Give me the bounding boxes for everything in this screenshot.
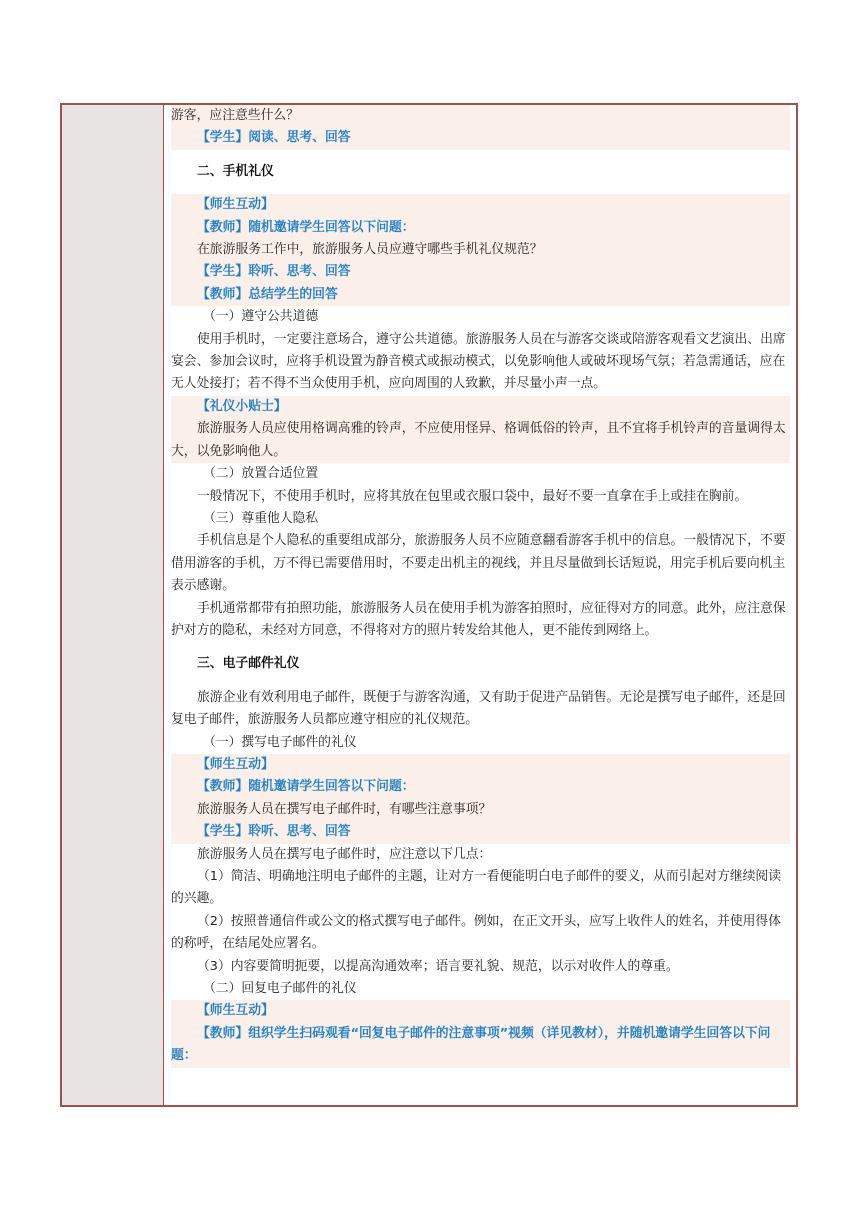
- content-line: （二）放置合适位置: [203, 466, 319, 482]
- content-line: 一般情况下，不使用手机时，应将其放在包里或衣服口袋中，最好不要一直拿在手上或挂在胸前。: [197, 488, 748, 504]
- content-line: （一）遵守公共道德: [203, 309, 319, 325]
- content-line: 复电子邮件，旅游服务人员都应遵守相应的礼仪规范。: [171, 712, 479, 728]
- content-line: 使用手机时，一定要注意场合，遵守公共道德。旅游服务人员在与游客交谈或陪游客观看文艺演出、出席: [197, 331, 786, 347]
- content-line: 旅游企业有效利用电子邮件，既便于与游客沟通，又有助于促进产品销售。无论是撰写电子邮件，还是回: [197, 689, 786, 705]
- lesson-table: [60, 103, 798, 1107]
- content-line: 【教师】随机邀请学生回答以下问题：: [171, 776, 790, 798]
- content-line: 旅游服务人员应使用格调高雅的铃声，不应使用怪异、格调低俗的铃声，且不宜将手机铃声的音量调得太: [171, 418, 790, 440]
- content-line: 借用游客的手机，万不得已需要借用时，不要走出机主的视线，并且尽量做到长话短说，用完手机后要向机主: [171, 555, 786, 571]
- content-line: 题：: [171, 1045, 790, 1067]
- content-line: 【师生互动】: [171, 194, 790, 216]
- content-line: （3）内容要简明扼要，以提高沟通效率；语言要礼貌、规范，以示对收件人的尊重。: [197, 958, 679, 974]
- spacer: [171, 183, 790, 194]
- content-line: 游客，应注意些什么？: [171, 105, 790, 127]
- spacer: [171, 150, 790, 161]
- content-line: 宴会、参加会议时，应将手机设置为静音模式或振动模式，以免影响他人或破坏现场气氛；若急需通话，应在: [171, 354, 786, 370]
- content-line: （二）回复电子邮件的礼仪: [203, 981, 357, 997]
- content-line: 【教师】随机邀请学生回答以下问题：: [171, 217, 790, 239]
- content-line: 【学生】聆听、思考、回答: [171, 261, 790, 283]
- content-line: 无人处接打；若不得不当众使用手机，应向周围的人致歉，并尽量小声一点。: [171, 376, 607, 392]
- content-line: 表示感谢。: [171, 578, 235, 594]
- content-line: 【师生互动】: [171, 1000, 790, 1022]
- content-line: 旅游服务人员在撰写电子邮件时，有哪些注意事项？: [171, 799, 790, 821]
- content-line: 【礼仪小贴士】: [171, 396, 790, 418]
- content-line: 手机信息是个人隐私的重要组成部分，旅游服务人员不应随意翻看游客手机中的信息。一般情况下，不要: [197, 533, 786, 549]
- content-line: （一）撰写电子邮件的礼仪: [203, 734, 357, 750]
- content-line: 的兴趣。: [171, 891, 223, 907]
- content-line: 大，以免影响他人。: [171, 441, 790, 463]
- content-line: 的称呼，在结尾处应署名。: [171, 936, 325, 952]
- content-line: 护对方的隐私，未经对方同意，不得将对方的照片转发给其他人，更不能传到网络上。: [171, 622, 658, 638]
- content-line: 旅游服务人员在撰写电子邮件时，应注意以下几点：: [197, 846, 492, 862]
- lesson-content: [164, 105, 796, 1105]
- left-label-column: [62, 105, 164, 1105]
- content-line: 【学生】阅读、思考、回答: [171, 127, 790, 149]
- spacer: [171, 642, 790, 653]
- content-line: 在旅游服务工作中，旅游服务人员应遵守哪些手机礼仪规范？: [171, 239, 790, 261]
- content-line: （1）简洁、明确地注明电子邮件的主题，让对方一看便能明白电子邮件的要义，从而引起对方继续阅读: [197, 869, 782, 884]
- content-line: 手机通常都带有拍照功能，旅游服务人员在使用手机为游客拍照时，应征得对方的同意。此外，应注意保: [197, 600, 786, 616]
- content-line: 三、电子邮件礼仪: [197, 656, 300, 672]
- content-line: 【师生互动】: [171, 754, 790, 776]
- content-line: 【教师】组织学生扫码观看“回复电子邮件的注意事项”视频（详见教材），并随机邀请学生回答以下问: [171, 1023, 790, 1045]
- content-line: 【教师】总结学生的回答: [171, 284, 790, 306]
- content-line: 二、手机礼仪: [197, 163, 274, 179]
- content-line: （三）尊重他人隐私: [203, 510, 319, 526]
- content-line: 【学生】聆听、思考、回答: [171, 821, 790, 843]
- content-line: （2）按照普通信件或公文的格式撰写电子邮件。例如，在正文开头，应写上收件人的姓名，并使用得体: [197, 913, 782, 929]
- spacer: [171, 676, 790, 687]
